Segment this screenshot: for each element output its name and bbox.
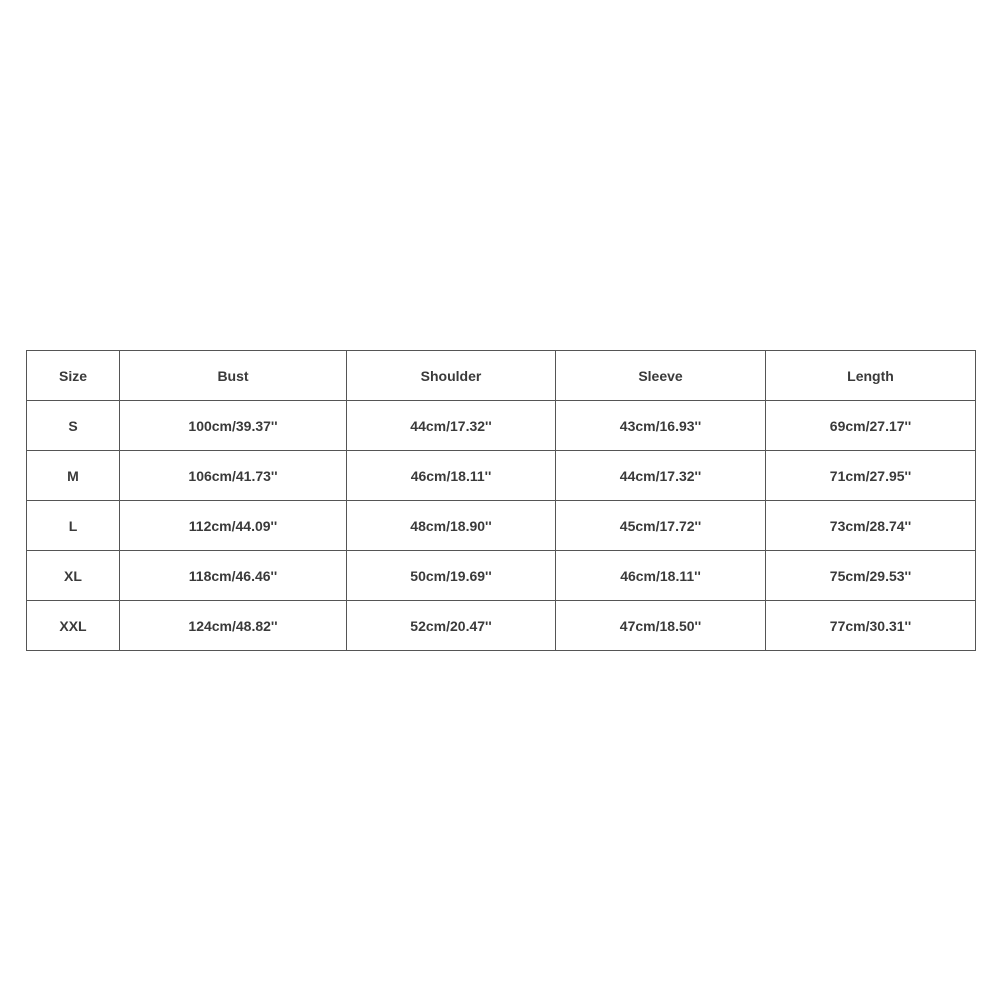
- table-row: [27, 401, 976, 451]
- table-row: [27, 501, 976, 551]
- cell-size: S: [27, 401, 120, 451]
- cell-size: L: [27, 501, 120, 551]
- cell-length: 73cm/28.74'': [766, 501, 976, 551]
- cell-size: M: [27, 451, 120, 501]
- cell-bust: 112cm/44.09'': [120, 501, 347, 551]
- header-sleeve: Sleeve: [556, 351, 766, 401]
- cell-sleeve: 44cm/17.32'': [556, 451, 766, 501]
- cell-sleeve: 46cm/18.11'': [556, 551, 766, 601]
- table-row: [27, 551, 976, 601]
- cell-sleeve: 43cm/16.93'': [556, 401, 766, 451]
- table-row: [27, 451, 976, 501]
- cell-shoulder: 44cm/17.32'': [347, 401, 556, 451]
- header-shoulder: Shoulder: [347, 351, 556, 401]
- cell-length: 71cm/27.95'': [766, 451, 976, 501]
- header-length: Length: [766, 351, 976, 401]
- size-chart-table: [26, 350, 976, 651]
- cell-length: 75cm/29.53'': [766, 551, 976, 601]
- cell-bust: 124cm/48.82'': [120, 601, 347, 651]
- cell-length: 69cm/27.17'': [766, 401, 976, 451]
- table-header-row: [27, 351, 976, 401]
- cell-size: XL: [27, 551, 120, 601]
- header-size: Size: [27, 351, 120, 401]
- cell-bust: 100cm/39.37'': [120, 401, 347, 451]
- cell-bust: 106cm/41.73'': [120, 451, 347, 501]
- table-row: [27, 601, 976, 651]
- cell-shoulder: 52cm/20.47'': [347, 601, 556, 651]
- cell-bust: 118cm/46.46'': [120, 551, 347, 601]
- cell-sleeve: 45cm/17.72'': [556, 501, 766, 551]
- cell-shoulder: 46cm/18.11'': [347, 451, 556, 501]
- cell-shoulder: 48cm/18.90'': [347, 501, 556, 551]
- cell-size: XXL: [27, 601, 120, 651]
- cell-shoulder: 50cm/19.69'': [347, 551, 556, 601]
- cell-length: 77cm/30.31'': [766, 601, 976, 651]
- cell-sleeve: 47cm/18.50'': [556, 601, 766, 651]
- header-bust: Bust: [120, 351, 347, 401]
